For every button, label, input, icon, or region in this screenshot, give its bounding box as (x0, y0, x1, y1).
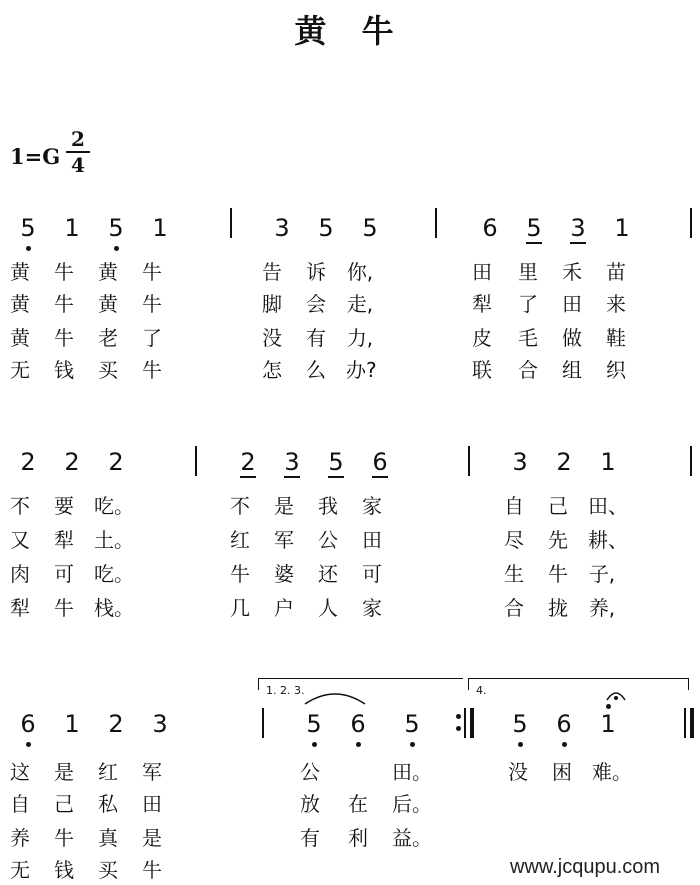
watermark-text: www.jcqupu.com (510, 856, 661, 878)
lyric-line-5-syllable: 田、 (588, 494, 628, 518)
note-row2-9: 1 (600, 448, 616, 476)
note-row2-6: 6 (368, 448, 392, 476)
lyric-line-11-syllable: 真 (98, 826, 118, 850)
lyric-line-11-syllable: 利 (348, 826, 368, 850)
fermata (604, 688, 628, 702)
low-octave-dot (518, 742, 523, 747)
lyric-line-2-syllable: 会 (306, 292, 326, 316)
lyric-line-10-syllable: 己 (54, 792, 74, 816)
lyric-line-6-syllable: 尽 (504, 528, 524, 552)
lyric-line-1-syllable: 告 (262, 260, 282, 284)
lyric-line-1-syllable: 里 (518, 260, 538, 284)
lyric-line-3-syllable: 鞋 (606, 326, 626, 350)
barline (435, 208, 437, 238)
note-row2-7: 3 (512, 448, 528, 476)
lyric-line-3-syllable: 皮 (472, 326, 492, 350)
barline (230, 208, 232, 238)
lyric-line-9-syllable: 难。 (592, 760, 632, 784)
note-row1-1: 1 (64, 214, 80, 242)
lyric-line-11-syllable: 是 (142, 826, 162, 850)
repeat-dot (456, 714, 461, 719)
lyric-line-9-syllable: 是 (54, 760, 74, 784)
low-octave-dot (114, 246, 119, 251)
lyric-line-2-syllable: 田 (562, 292, 582, 316)
lyric-line-8-syllable: 拢 (548, 596, 568, 620)
lyric-line-4-syllable: 合 (518, 358, 538, 382)
lyric-line-2-syllable: 了 (518, 292, 538, 316)
volta-2-line (468, 678, 688, 679)
low-octave-dot (562, 742, 567, 747)
lyric-line-3-syllable: 毛 (518, 326, 538, 350)
lyric-line-2-syllable: 脚 (262, 292, 282, 316)
lyric-line-8-syllable: 户 (274, 596, 294, 620)
lyric-line-6-syllable: 又 (10, 528, 30, 552)
lyric-line-7-syllable: 肉 (10, 562, 30, 586)
note-row2-2: 2 (108, 448, 124, 476)
lyric-line-4-syllable: 钱 (54, 358, 74, 382)
lyric-line-7-syllable: 子, (588, 562, 616, 586)
barline (690, 446, 692, 476)
lyric-line-7-syllable: 生 (504, 562, 524, 586)
lyric-line-4-syllable: 怎 (262, 358, 282, 382)
note-row2-0: 2 (20, 448, 36, 476)
lyric-line-9-syllable: 困 (552, 760, 572, 784)
lyric-line-8-syllable: 养, (588, 596, 616, 620)
note-row3-2: 2 (108, 710, 124, 738)
lyric-line-7-syllable: 牛 (230, 562, 250, 586)
lyric-line-12-syllable: 买 (98, 858, 118, 882)
low-octave-dot (356, 742, 361, 747)
lyric-line-3-syllable: 做 (562, 326, 582, 350)
lyric-line-6-syllable: 耕、 (588, 528, 628, 552)
lyric-line-5-syllable: 自 (504, 494, 524, 518)
lyric-line-11-syllable: 养 (10, 826, 30, 850)
lyric-line-3-syllable: 黄 (10, 326, 30, 350)
note-row1-5: 5 (318, 214, 334, 242)
lyric-line-4-syllable: 买 (98, 358, 118, 382)
time-signature-top: 2 (71, 127, 85, 151)
lyric-line-4-syllable: 联 (472, 358, 492, 382)
note-row3-0: 6 (20, 710, 36, 738)
lyric-line-6-syllable: 军 (274, 528, 294, 552)
lyric-line-5-syllable: 家 (362, 494, 382, 518)
lyric-line-3-syllable: 牛 (54, 326, 74, 350)
lyric-line-5-syllable: 吃。 (94, 494, 134, 518)
note-row1-9: 3 (566, 214, 590, 242)
lyric-line-6-syllable: 公 (318, 528, 338, 552)
lyric-line-12-syllable: 无 (10, 858, 30, 882)
lyric-line-8-syllable: 几 (230, 596, 250, 620)
lyric-line-5-syllable: 我 (318, 494, 338, 518)
lyric-line-4-syllable: 么 (306, 358, 326, 382)
lyric-line-5-syllable: 不 (10, 494, 30, 518)
low-octave-dot (26, 246, 31, 251)
note-row2-1: 2 (64, 448, 80, 476)
lyric-line-1-syllable: 田 (472, 260, 492, 284)
lyric-line-11-syllable: 牛 (54, 826, 74, 850)
lyric-line-2-syllable: 牛 (142, 292, 162, 316)
lyric-line-5-syllable: 不 (230, 494, 250, 518)
lyric-line-3-syllable: 没 (262, 326, 282, 350)
lyric-line-3-syllable: 有 (306, 326, 326, 350)
note-row3-5: 6 (350, 710, 366, 738)
lyric-line-7-syllable: 婆 (274, 562, 294, 586)
low-octave-dot (410, 742, 415, 747)
lyric-line-1-syllable: 牛 (142, 260, 162, 284)
lyric-line-6-syllable: 红 (230, 528, 250, 552)
lyric-line-1-syllable: 苗 (606, 260, 626, 284)
song-title: 黄 牛 (294, 12, 406, 50)
lyric-line-1-syllable: 禾 (562, 260, 582, 284)
note-row3-7: 5 (512, 710, 528, 738)
lyric-line-4-syllable: 织 (606, 358, 626, 382)
time-signature-bottom: 4 (71, 153, 85, 177)
lyric-line-3-syllable: 老 (98, 326, 118, 350)
lyric-line-9-syllable: 红 (98, 760, 118, 784)
note-row2-4: 3 (280, 448, 304, 476)
lyric-line-1-syllable: 牛 (54, 260, 74, 284)
lyric-line-8-syllable: 犁 (10, 596, 30, 620)
lyric-line-3-syllable: 了 (142, 326, 162, 350)
note-row2-8: 2 (556, 448, 572, 476)
lyric-line-7-syllable: 牛 (548, 562, 568, 586)
barline (464, 708, 466, 738)
lyric-line-1-syllable: 你, (346, 260, 374, 284)
note-row1-8: 5 (522, 214, 546, 242)
final-barline-thick (690, 708, 694, 738)
note-row3-8: 6 (556, 710, 572, 738)
note-row1-2: 5 (108, 214, 124, 242)
low-octave-dot (26, 742, 31, 747)
note-row2-3: 2 (236, 448, 260, 476)
barline (468, 446, 470, 476)
note-row2-5: 5 (324, 448, 348, 476)
lyric-line-1-syllable: 黄 (10, 260, 30, 284)
lyric-line-5-syllable: 己 (548, 494, 568, 518)
lyric-line-2-syllable: 牛 (54, 292, 74, 316)
lyric-line-10-syllable: 私 (98, 792, 118, 816)
volta-1-tick (258, 678, 259, 690)
note-row3-3: 3 (152, 710, 168, 738)
note-row3-9: 1 (600, 710, 616, 738)
lyric-line-2-syllable: 来 (606, 292, 626, 316)
lyric-line-11-syllable: 益。 (392, 826, 432, 850)
lyric-line-12-syllable: 钱 (54, 858, 74, 882)
barline (195, 446, 197, 476)
lyric-line-6-syllable: 先 (548, 528, 568, 552)
lyric-line-4-syllable: 办? (346, 358, 377, 382)
volta-2-end-tick (688, 678, 689, 690)
lyric-line-8-syllable: 栈。 (94, 596, 134, 620)
lyric-line-2-syllable: 犁 (472, 292, 492, 316)
note-row1-0: 5 (20, 214, 36, 242)
note-row3-1: 1 (64, 710, 80, 738)
barline (690, 208, 692, 238)
lyric-line-2-syllable: 黄 (10, 292, 30, 316)
lyric-line-5-syllable: 是 (274, 494, 294, 518)
lyric-line-9-syllable: 军 (142, 760, 162, 784)
lyric-line-2-syllable: 走, (346, 292, 374, 316)
volta-2-label: 4. (476, 684, 487, 697)
note-row3-6: 5 (404, 710, 420, 738)
lyric-line-9-syllable: 田。 (392, 760, 432, 784)
lyric-line-4-syllable: 无 (10, 358, 30, 382)
slur (300, 688, 370, 708)
low-octave-dot (312, 742, 317, 747)
lyric-line-10-syllable: 后。 (392, 792, 432, 816)
lyric-line-8-syllable: 合 (504, 596, 524, 620)
lyric-line-6-syllable: 田 (362, 528, 382, 552)
lyric-line-12-syllable: 牛 (142, 858, 162, 882)
barline (684, 708, 686, 738)
lyric-line-10-syllable: 自 (10, 792, 30, 816)
lyric-line-7-syllable: 还 (318, 562, 338, 586)
note-row1-10: 1 (614, 214, 630, 242)
barline (262, 708, 264, 738)
lyric-line-7-syllable: 可 (54, 562, 74, 586)
lyric-line-7-syllable: 可 (362, 562, 382, 586)
lyric-line-6-syllable: 土。 (94, 528, 134, 552)
repeat-dot (456, 726, 461, 731)
note-row1-6: 5 (362, 214, 378, 242)
lyric-line-7-syllable: 吃。 (94, 562, 134, 586)
lyric-line-5-syllable: 要 (54, 494, 74, 518)
lyric-line-10-syllable: 放 (300, 792, 320, 816)
lyric-line-11-syllable: 有 (300, 826, 320, 850)
lyric-line-4-syllable: 牛 (142, 358, 162, 382)
note-row3-4: 5 (306, 710, 322, 738)
lyric-line-8-syllable: 牛 (54, 596, 74, 620)
volta-1-label: 1. 2. 3. (266, 684, 305, 697)
volta-1-line (258, 678, 463, 679)
lyric-line-4-syllable: 组 (562, 358, 582, 382)
lyric-line-8-syllable: 家 (362, 596, 382, 620)
lyric-line-1-syllable: 黄 (98, 260, 118, 284)
lyric-line-8-syllable: 人 (318, 596, 338, 620)
lyric-line-10-syllable: 田 (142, 792, 162, 816)
note-row1-4: 3 (274, 214, 290, 242)
lyric-line-9-syllable: 没 (508, 760, 528, 784)
note-row1-7: 6 (482, 214, 498, 242)
volta-2-tick (468, 678, 469, 690)
lyric-line-3-syllable: 力, (346, 326, 374, 350)
lyric-line-2-syllable: 黄 (98, 292, 118, 316)
lyric-line-9-syllable: 公 (300, 760, 320, 784)
time-signature (66, 128, 90, 176)
repeat-barline-thick (470, 708, 474, 738)
key-signature: 1=G (10, 144, 61, 169)
high-octave-dot (606, 704, 611, 709)
lyric-line-1-syllable: 诉 (306, 260, 326, 284)
note-row1-3: 1 (152, 214, 168, 242)
lyric-line-9-syllable: 这 (10, 760, 30, 784)
lyric-line-10-syllable: 在 (348, 792, 368, 816)
lyric-line-6-syllable: 犁 (54, 528, 74, 552)
